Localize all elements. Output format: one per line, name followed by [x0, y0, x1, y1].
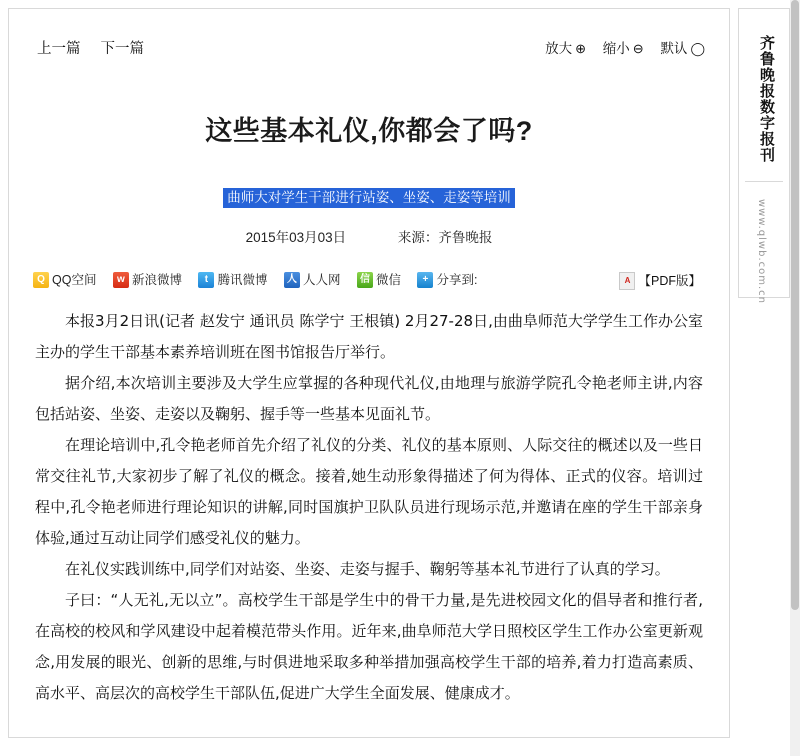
pdf-version-label: 【PDF版】: [638, 274, 701, 288]
zoom-default-button[interactable]: [660, 37, 705, 57]
article-paragraph: 在理论培训中,孔令艳老师首先介绍了礼仪的分类、礼仪的基本原则、人际交往的概述以及一些日常交往礼节,大家初步了解了礼仪的概念。接着,她生动形象得描述了何为得体、正式的仪容。培训过程中,孔令艳老师进行理论知识的讲解,同时国旗护卫队队员进行现场示范,并邀请在座的学生干部亲身体验,通过互动让同学们感受礼仪的魅力。: [35, 436, 703, 547]
tencent-weibo-icon: t: [198, 272, 214, 288]
pdf-file-icon: A: [619, 272, 635, 290]
zoom-in-button[interactable]: [545, 37, 586, 57]
article-panel: [8, 8, 730, 738]
publish-date: 2015年03月03日: [245, 230, 347, 245]
share-renren-label: 人人网: [302, 273, 341, 287]
share-tencent-weibo-label: 腾讯微博: [217, 273, 268, 287]
renren-icon: 人: [284, 272, 300, 288]
prev-article-link[interactable]: 上一篇: [37, 41, 81, 57]
subheadline-wrap: [9, 188, 729, 208]
next-article-link[interactable]: 下一篇: [100, 41, 145, 57]
zoom-out-icon: ⊖: [632, 41, 644, 57]
share-tencent-weibo[interactable]: [198, 272, 267, 288]
share-renren[interactable]: [284, 272, 341, 288]
zoom-default-label: 默认: [660, 41, 688, 56]
page-scrollbar[interactable]: [790, 0, 800, 756]
article-toolbar: [9, 9, 729, 57]
share-sina-weibo[interactable]: [113, 272, 182, 288]
article-meta: [9, 226, 729, 246]
sina-weibo-icon: w: [113, 272, 129, 288]
article-paragraph: 本报3月2日讯(记者 赵发宁 通讯员 陈学宁 王根镇) 2月27-28日,由曲阜师范大学学生工作办公室主办的学生干部基本素养培训班在图书馆报告厅举行。: [35, 312, 703, 361]
masthead-strip: [738, 8, 790, 304]
zoom-in-label: 放大: [545, 41, 573, 56]
share-sina-weibo-label: 新浪微博: [131, 273, 182, 287]
article-paragraph: 在礼仪实践训练中,同学们对站姿、坐姿、走姿与握手、鞠躬等基本礼节进行了认真的学习。: [65, 560, 670, 578]
masthead-title: 齐鲁晚报数字报刊: [758, 35, 776, 163]
share-plus-icon: +: [417, 272, 433, 288]
article-body: [35, 306, 703, 709]
share-weixin[interactable]: [357, 272, 401, 288]
masthead-url: www.qlwb.com.cn: [756, 199, 767, 304]
pdf-version-link[interactable]: [619, 272, 701, 290]
zoom-in-icon: ⊕: [575, 41, 586, 57]
share-more-label: 分享到:: [436, 273, 478, 287]
scrollbar-thumb[interactable]: [791, 0, 799, 610]
share-qq-zone[interactable]: [33, 272, 96, 288]
share-more[interactable]: [417, 272, 477, 288]
masthead-divider: [745, 181, 783, 182]
article-paragraph: 据介绍,本次培训主要涉及大学生应掌握的各种现代礼仪,由地理与旅游学院孔令艳老师主讲,内容包括站姿、坐姿、走姿以及鞠躬、握手等一些基本见面礼节。: [35, 374, 703, 423]
article-navigation: [37, 37, 160, 58]
article-paragraph: 子曰：“人无礼,无以立”。高校学生干部是学生中的骨干力量,是先进校园文化的倡导者和推行者,在高校的校风和学风建设中起着模范带头作用。近年来,曲阜师范大学日照校区学生工作办公室更新观念,用发展的眼光、创新的思维,与时俱进地采取多种举措加强高校学生干部的培养,着力打造高素质、高水平、高层次的高校学生干部队伍,促进广大学生全面发展、健康成才。: [35, 591, 703, 702]
subheadline: 曲师大对学生干部进行站姿、坐姿、走姿等培训: [223, 188, 515, 208]
weixin-icon: 信: [357, 272, 373, 288]
share-qq-zone-label: QQ空间: [52, 273, 97, 287]
share-weixin-label: 微信: [375, 273, 401, 287]
page-title: 这些基本礼仪,你都会了吗?: [205, 116, 533, 146]
zoom-default-icon: ◯: [690, 41, 705, 57]
zoom-out-button[interactable]: [603, 37, 644, 57]
qq-zone-icon: Q: [33, 272, 49, 288]
article-source: 来源：齐鲁晚报: [397, 230, 493, 245]
zoom-controls: [532, 37, 705, 57]
zoom-out-label: 缩小: [602, 41, 630, 56]
share-bar: [33, 272, 729, 294]
